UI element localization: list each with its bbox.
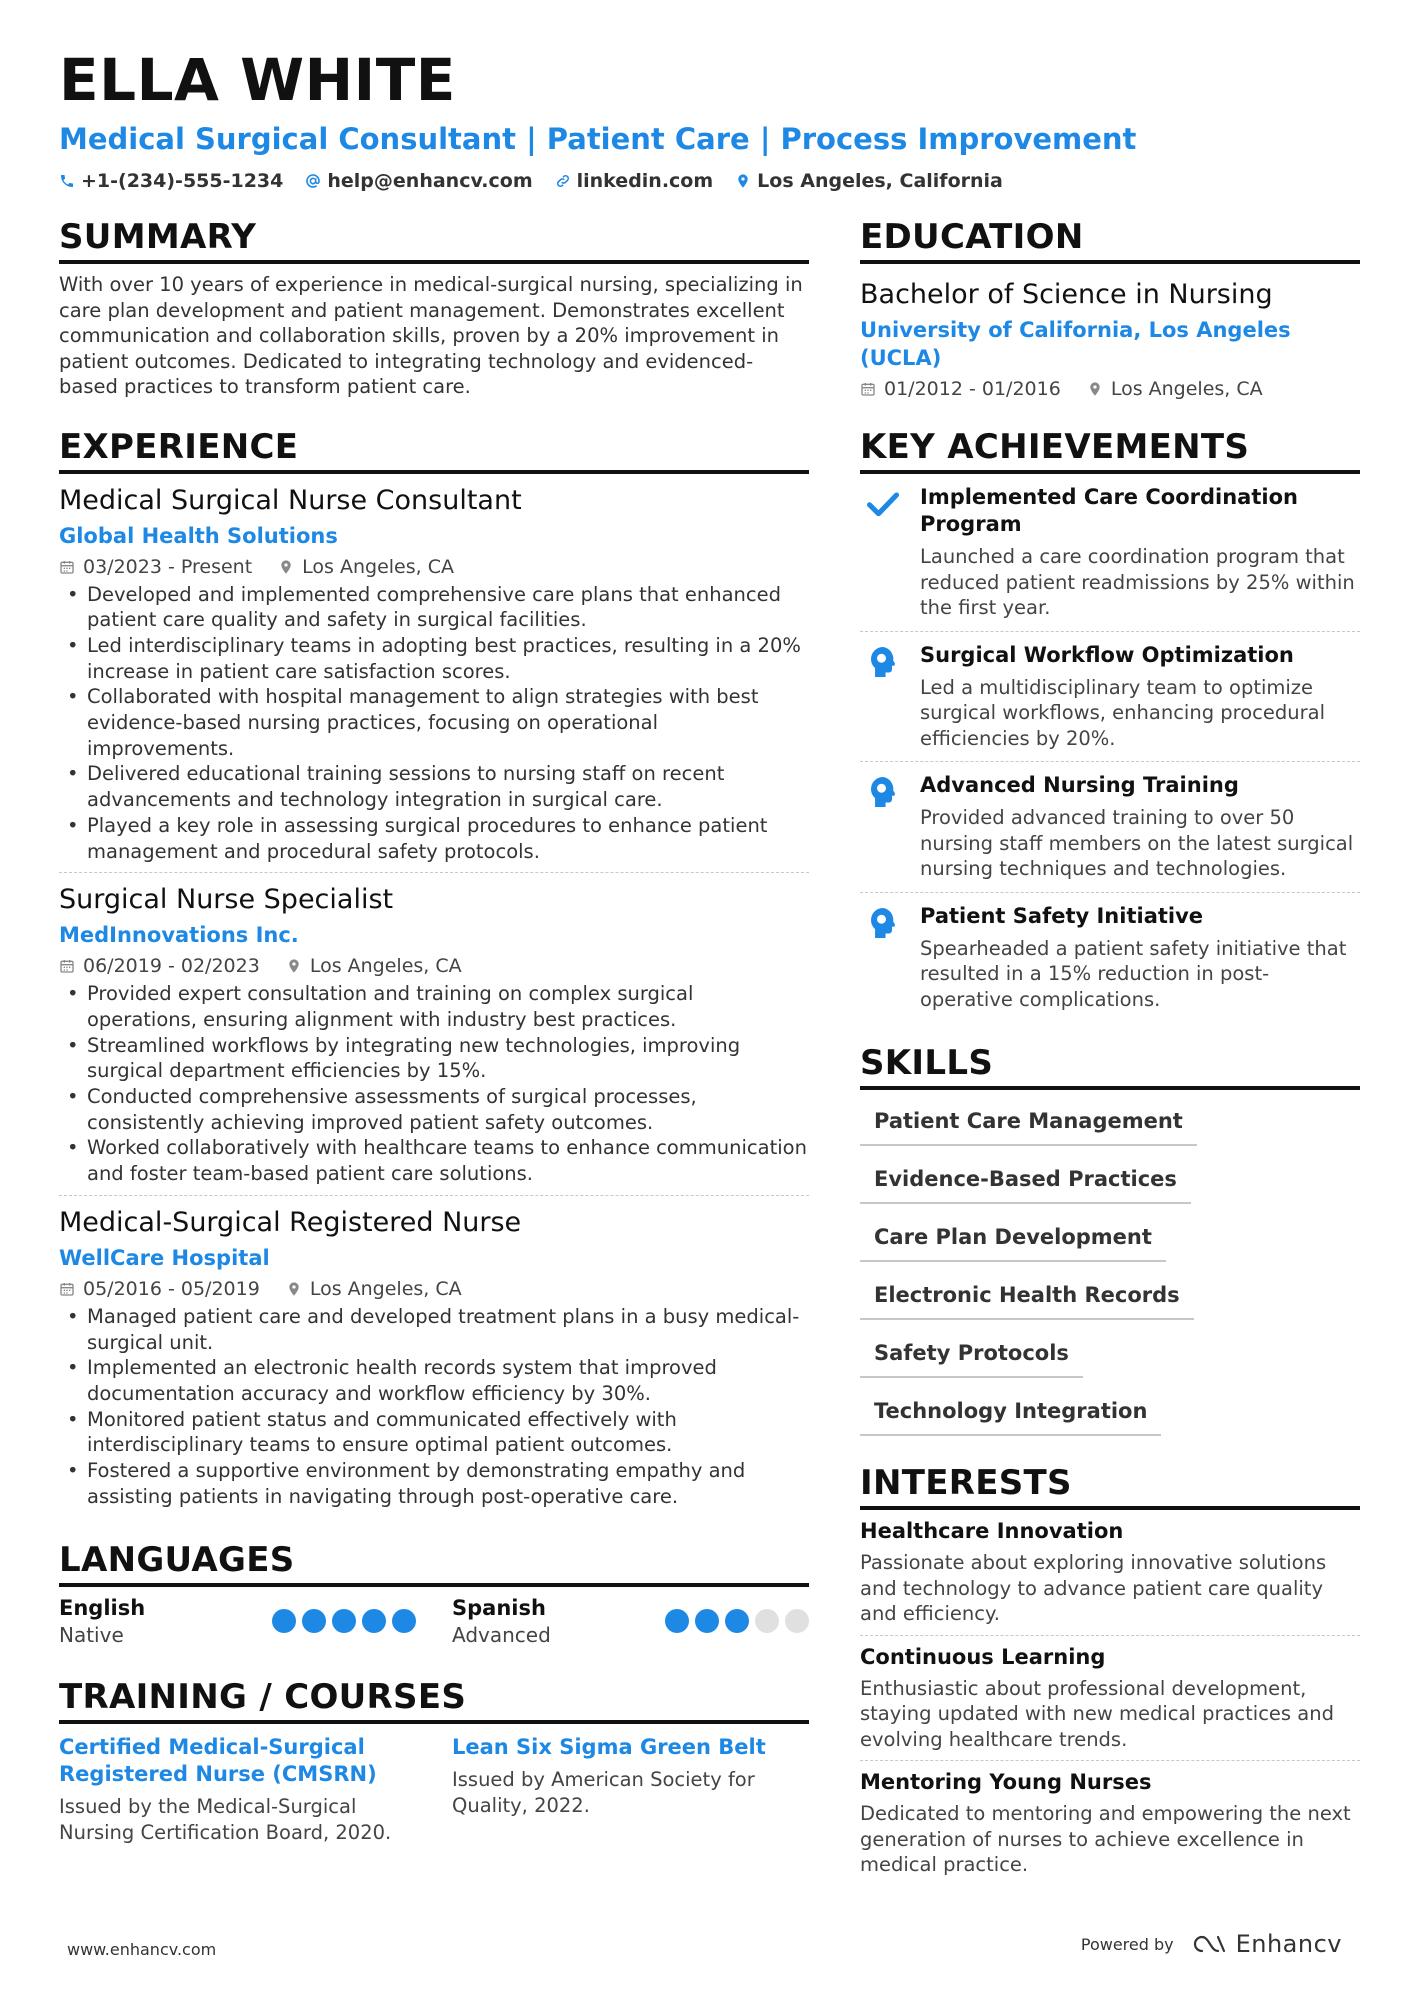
footer-branding <box>1081 1930 1342 1958</box>
skill-list <box>860 1100 1360 1448</box>
footer-website[interactable]: www.enhancv.com <box>67 1940 217 1959</box>
language-level: Native <box>59 1623 124 1648</box>
checkmark-icon <box>860 484 906 621</box>
enhancv-logo[interactable] <box>1188 1930 1342 1958</box>
degree: Bachelor of Science in Nursing <box>860 279 1273 310</box>
course-item <box>452 1734 809 1845</box>
phone-text: +1-(234)-555-1234 <box>81 170 284 192</box>
achievement-title: Surgical Workflow Optimization <box>920 642 1294 667</box>
achievement-item <box>860 632 1360 763</box>
rating-dot <box>725 1609 749 1633</box>
interests-heading: INTERESTS <box>860 1462 1360 1510</box>
right-column <box>860 216 1360 1886</box>
interest-title: Healthcare Innovation <box>860 1519 1124 1543</box>
skill-tag: Technology Integration <box>860 1390 1161 1436</box>
job-entry <box>59 873 809 1196</box>
job-title: Surgical Nurse Specialist <box>59 884 394 916</box>
course-list <box>59 1734 809 1845</box>
location-pin-icon <box>278 559 294 575</box>
achievement-title: Implemented Care Coordination Program <box>920 485 1298 536</box>
brand-name: Enhancv <box>1235 1930 1342 1958</box>
education-location-text: Los Angeles, CA <box>1110 378 1263 400</box>
job-bullet: • Managed patient care and developed treatment plans in a busy medical-surgical unit. <box>59 1304 809 1355</box>
headline: Medical Surgical Consultant | Patient Care | Process Improvement <box>59 122 1137 156</box>
summary-section <box>59 216 809 400</box>
achievement-description: Spearheaded a patient safety initiative that resulted in a 15% reduction in post-operative complications. <box>920 936 1347 1011</box>
achievement-description: Launched a care coordination program that reduced patient readmissions by 25% within the first year. <box>920 545 1355 619</box>
rating-dot <box>332 1609 356 1633</box>
email-text: help@enhancv.com <box>327 170 533 192</box>
job-bullets <box>59 1304 809 1510</box>
job-bullet: • Provided expert consultation and training on complex surgical operations, ensuring alignment with industry best practices. <box>59 981 809 1032</box>
job-bullet: • Led interdisciplinary teams in adopting best practices, resulting in a 20% increase in patient care satisfaction scores. <box>59 633 809 684</box>
skill-tag: Care Plan Development <box>860 1216 1166 1262</box>
education-location <box>1087 376 1263 402</box>
job-bullet: • Developed and implemented comprehensive care plans that enhanced patient care quality and safety in surgical facilities. <box>59 582 809 633</box>
powered-by-label: Powered by <box>1080 1934 1174 1954</box>
education-section <box>860 216 1360 402</box>
left-column <box>59 216 809 1845</box>
job-entry <box>59 474 809 874</box>
experience-section <box>59 426 809 1518</box>
job-meta <box>59 953 809 979</box>
job-title: Medical Surgical Nurse Consultant <box>59 484 522 516</box>
calendar-icon <box>59 559 75 575</box>
location-pin-icon <box>1087 381 1103 397</box>
job-bullet: • Streamlined workflows by integrating new technologies, improving surgical department efficiencies by 15%. <box>59 1033 809 1084</box>
job-bullets <box>59 582 809 865</box>
location-pin-icon <box>735 173 751 189</box>
education-heading: EDUCATION <box>860 216 1360 264</box>
education-dates-text: 01/2012 - 01/2016 <box>884 378 1061 400</box>
language-rating <box>665 1609 809 1633</box>
interest-item <box>860 1636 1360 1762</box>
contact-bar <box>59 170 1359 192</box>
interest-item <box>860 1510 1360 1636</box>
language-item <box>452 1595 809 1648</box>
calendar-icon <box>59 1281 75 1297</box>
job-dates <box>59 554 252 580</box>
calendar-icon <box>860 381 876 397</box>
course-name: Certified Medical-Surgical Registered Nurse (CMSRN) <box>59 1735 377 1787</box>
job-meta <box>59 554 809 580</box>
training-section <box>59 1676 809 1845</box>
job-dates-text: 05/2016 - 05/2019 <box>83 1277 260 1300</box>
rating-dot <box>302 1609 326 1633</box>
job-location-text: Los Angeles, CA <box>309 1277 462 1300</box>
skill-tag: Electronic Health Records <box>860 1274 1194 1320</box>
company-name: WellCare Hospital <box>59 1245 270 1270</box>
job-bullets <box>59 981 809 1187</box>
link-icon <box>555 173 571 189</box>
education-meta <box>860 376 1360 402</box>
job-dates <box>59 953 260 979</box>
job-dates-text: 03/2023 - Present <box>83 555 253 578</box>
languages-heading: LANGUAGES <box>59 1539 809 1587</box>
course-name: Lean Six Sigma Green Belt <box>452 1735 766 1760</box>
head-icon <box>860 772 906 882</box>
resume-header <box>59 44 1359 192</box>
achievement-title: Patient Safety Initiative <box>920 903 1204 928</box>
achievement-description: Led a multidisciplinary team to optimize surgical workflows, enhancing procedural efficiencies by 20%. <box>920 675 1326 750</box>
achievements-heading: KEY ACHIEVEMENTS <box>860 426 1360 474</box>
job-dates <box>59 1276 260 1302</box>
job-location <box>286 1276 462 1302</box>
language-name: English <box>59 1596 146 1621</box>
contact-linkedin[interactable] <box>555 170 714 192</box>
rating-dot <box>755 1609 779 1633</box>
summary-heading: SUMMARY <box>59 216 809 264</box>
achievements-section <box>860 426 1360 1022</box>
skills-heading: SKILLS <box>860 1042 1360 1090</box>
summary-text: With over 10 years of experience in medical-surgical nursing, specializing in care plan development and patient management. Demonstrates excellent communication and collaboration skills, proven by a 20% improvement in patient outcomes. Dedicated to integrating technology and evidenced-based practices to transform patient care. <box>59 273 803 398</box>
course-item <box>59 1734 416 1845</box>
location-pin-icon <box>286 958 302 974</box>
company-name: MedInnovations Inc. <box>59 923 299 948</box>
language-name: Spanish <box>452 1596 546 1621</box>
rating-dot <box>785 1609 809 1633</box>
job-meta <box>59 1276 809 1302</box>
job-entry <box>59 1196 809 1518</box>
job-bullet: • Delivered educational training sessions to nursing staff on recent advancements and technology integration in surgical care. <box>59 761 809 812</box>
rating-dot <box>665 1609 689 1633</box>
skill-tag: Patient Care Management <box>860 1100 1197 1146</box>
rating-dot <box>362 1609 386 1633</box>
language-item <box>59 1595 416 1648</box>
course-description: Issued by the Medical-Surgical Nursing Certification Board, 2020. <box>59 1795 392 1844</box>
achievement-description: Provided advanced training to over 50 nursing staff members on the latest surgical nursing techniques and technologies. <box>920 806 1354 880</box>
language-list <box>59 1595 809 1648</box>
interest-description: Dedicated to mentoring and empowering the next generation of nurses to achieve excellence in medical practice. <box>860 1802 1351 1876</box>
interest-description: Passionate about exploring innovative solutions and technology to advance patient care quality and efficiency. <box>860 1551 1327 1625</box>
job-bullet: • Played a key role in assessing surgical procedures to enhance patient management and procedural safety protocols. <box>59 813 809 864</box>
job-bullet: • Implemented an electronic health records system that improved documentation accuracy and workflow efficiency by 30%. <box>59 1355 809 1406</box>
achievement-item <box>860 762 1360 893</box>
job-location-text: Los Angeles, CA <box>309 955 462 978</box>
job-location <box>278 554 454 580</box>
skill-tag: Evidence-Based Practices <box>860 1158 1191 1204</box>
experience-heading: EXPERIENCE <box>59 426 809 474</box>
job-bullet: • Worked collaboratively with healthcare teams to enhance communication and foster team-based patient care solutions. <box>59 1135 809 1186</box>
job-bullet: • Collaborated with hospital management to align strategies with best evidence-based nursing practices, focusing on operational improvements. <box>59 684 809 761</box>
training-heading: TRAINING / COURSES <box>59 1676 809 1724</box>
rating-dot <box>695 1609 719 1633</box>
location-pin-icon <box>286 1281 302 1297</box>
interest-item <box>860 1761 1360 1886</box>
candidate-name: ELLA WHITE <box>59 46 456 114</box>
course-description: Issued by American Society for Quality, 2022. <box>452 1768 755 1817</box>
job-title: Medical-Surgical Registered Nurse <box>59 1206 522 1238</box>
phone-icon <box>59 173 75 189</box>
job-bullet: • Fostered a supportive environment by demonstrating empathy and assisting patients in navigating through post-operative care. <box>59 1458 809 1509</box>
calendar-icon <box>59 958 75 974</box>
school-name: University of California, Los Angeles (UCLA) <box>860 318 1291 370</box>
job-dates-text: 06/2019 - 02/2023 <box>83 955 260 978</box>
contact-phone[interactable] <box>59 170 283 192</box>
languages-section <box>59 1539 809 1648</box>
skills-section <box>860 1042 1360 1448</box>
achievement-title: Advanced Nursing Training <box>920 773 1239 797</box>
achievement-item <box>860 893 1360 1023</box>
job-bullet: • Conducted comprehensive assessments of surgical processes, consistently achieving improved patient safety outcomes. <box>59 1084 809 1135</box>
interest-title: Mentoring Young Nurses <box>860 1770 1152 1794</box>
rating-dot <box>392 1609 416 1633</box>
contact-email[interactable] <box>305 170 532 192</box>
job-bullet: • Monitored patient status and communicated effectively with interdisciplinary teams to ensure optimal patient outcomes. <box>59 1407 809 1458</box>
language-level: Advanced <box>452 1623 551 1648</box>
head-icon <box>860 642 906 752</box>
education-dates <box>860 376 1061 402</box>
interest-title: Continuous Learning <box>860 1644 1106 1669</box>
head-icon <box>860 903 906 1013</box>
rating-dot <box>272 1609 296 1633</box>
linkedin-text: linkedin.com <box>576 170 714 192</box>
job-location-text: Los Angeles, CA <box>302 555 454 578</box>
job-location <box>286 953 462 979</box>
contact-location <box>735 170 1003 192</box>
company-name: Global Health Solutions <box>59 523 338 548</box>
location-text: Los Angeles, California <box>757 170 1003 192</box>
interests-section <box>860 1462 1360 1886</box>
at-icon <box>305 173 321 189</box>
skill-tag: Safety Protocols <box>860 1332 1083 1378</box>
enhancv-logo-icon <box>1188 1933 1228 1955</box>
language-rating <box>272 1609 416 1633</box>
achievement-item <box>860 474 1360 632</box>
interest-description: Enthusiastic about professional development, staying updated with new medical practices and evolving healthcare trends. <box>860 1676 1334 1751</box>
